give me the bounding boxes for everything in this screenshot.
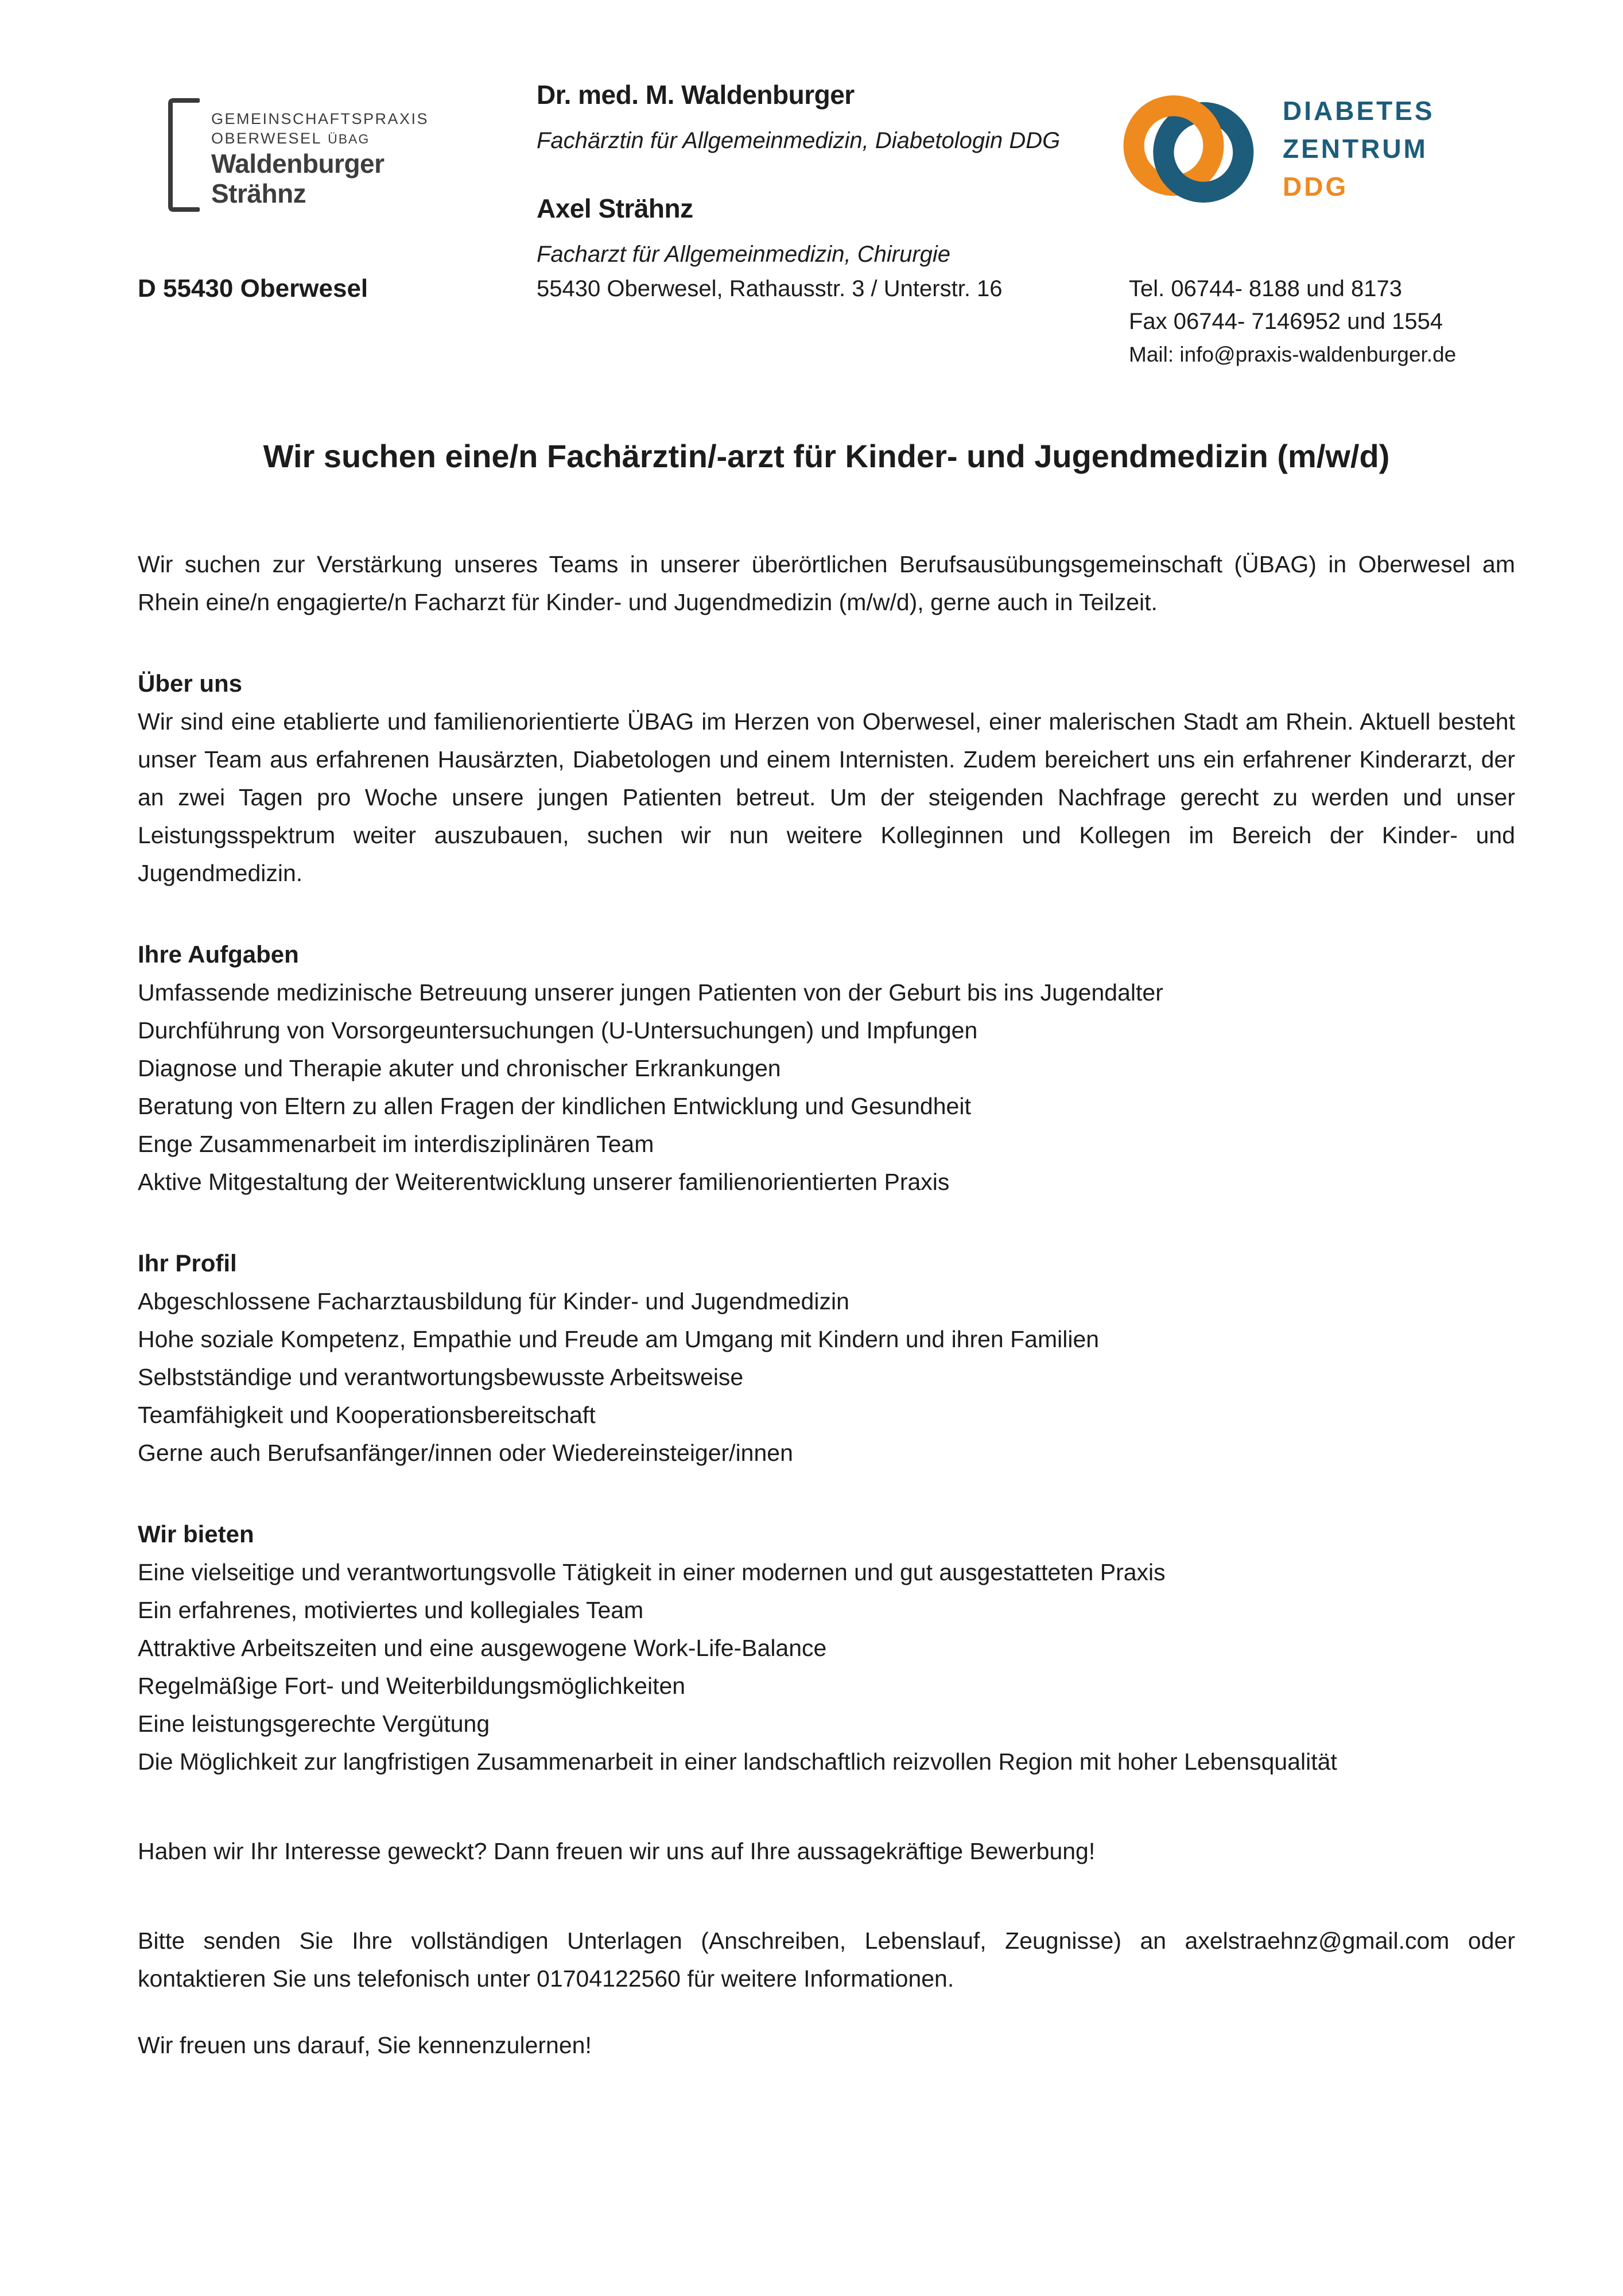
job-posting xyxy=(138,436,1515,2088)
list-item: Beratung von Eltern zu allen Fragen der kindlichen Entwicklung und Gesundheit xyxy=(138,1093,971,1119)
practice-logo-name1: Waldenburger xyxy=(211,149,385,179)
ddg-logo-line3: DDG xyxy=(1283,172,1349,201)
practice-logo-line1: GEMEINSCHAFTSPRAXIS xyxy=(211,110,429,127)
bracket-icon xyxy=(166,98,200,212)
list-item: Abgeschlossene Facharztausbildung für Kinder- und Jugendmedizin xyxy=(138,1288,849,1314)
ddg-logo-line1: DIABETES xyxy=(1283,96,1435,126)
doctor-1-title: Fachärztin für Allgemeinmedizin, Diabetologin DDG xyxy=(537,128,1061,153)
practice-logo-ubag: ÜBAG xyxy=(328,131,370,146)
list-item: Eine leistungsgerechte Vergütung xyxy=(138,1711,490,1737)
intro-paragraph: Wir suchen zur Verstärkung unseres Teams in unserer überörtlichen Berufsausübungsgemeinschaft (ÜBAG) in Oberwesel am Rhein eine/n engagierte/n Facharzt für Kinder- und Jugendmedizin (m/w/d), gerne auch in Teilzeit. xyxy=(138,551,1515,615)
practice-logo xyxy=(166,98,429,212)
list-item: Teamfähigkeit und Kooperationsbereitschaft xyxy=(138,1402,596,1428)
contact-tel: Tel. 06744- 8188 und 8173 xyxy=(1129,276,1402,301)
section-heading-offer: Wir bieten xyxy=(138,1521,254,1548)
address-street: 55430 Oberwesel, Rathausstr. 3 / Unterstr. 16 xyxy=(537,276,1003,301)
list-item: Diagnose und Therapie akuter und chronischer Erkrankungen xyxy=(138,1055,781,1081)
list-item: Enge Zusammenarbeit im interdisziplinären Team xyxy=(138,1131,654,1157)
job-title: Wir suchen eine/n Fachärztin/-arzt für Kinder- und Jugendmedizin (m/w/d) xyxy=(263,438,1390,474)
ddg-logo-line2: ZENTRUM xyxy=(1283,134,1428,164)
doctor-2-name: Axel Strähnz xyxy=(537,193,693,223)
list-item: Aktive Mitgestaltung der Weiterentwicklung unserer familienorientierten Praxis xyxy=(138,1169,950,1195)
list-item: Hohe soziale Kompetenz, Empathie und Freude am Umgang mit Kindern und ihren Familien xyxy=(138,1326,1100,1352)
contact-fax: Fax 06744- 7146952 und 1554 xyxy=(1129,309,1443,334)
list-item: Durchführung von Vorsorgeuntersuchungen (U-Untersuchungen) und Impfungen xyxy=(138,1017,978,1044)
closing-meet: Wir freuen uns darauf, Sie kennenzulernen! xyxy=(138,2032,592,2058)
doctor-2-title: Facharzt für Allgemeinmedizin, Chirurgie xyxy=(537,242,951,267)
list-item: Regelmäßige Fort- und Weiterbildungsmöglichkeiten xyxy=(138,1673,686,1699)
list-item: Selbstständige und verantwortungsbewusste Arbeitsweise xyxy=(138,1364,744,1390)
profile-list xyxy=(138,1282,1515,1472)
list-item: Die Möglichkeit zur langfristigen Zusammenarbeit in einer landschaftlich reizvollen Region mit hoher Lebensqualität xyxy=(138,1748,1337,1775)
contact-block xyxy=(1129,273,1456,371)
ddg-ring-icon xyxy=(1119,86,1254,214)
list-item: Ein erfahrenes, motiviertes und kollegiales Team xyxy=(138,1597,644,1623)
address-country-city: D 55430 Oberwesel xyxy=(138,274,368,302)
closing-application: Bitte senden Sie Ihre vollständigen Unterlagen (Anschreiben, Lebenslauf, Zeugnisse) an axelstraehnz@gmail.com oder kontaktieren Sie uns telefonisch unter 01704122560 für weitere Informationen. xyxy=(138,1927,1515,1992)
section-heading-about: Über uns xyxy=(138,670,243,697)
contact-mail: Mail: info@praxis-waldenburger.de xyxy=(1129,343,1457,366)
list-item: Eine vielseitige und verantwortungsvolle Tätigkeit in einer modernen und gut ausgestatteten Praxis xyxy=(138,1559,1166,1585)
about-paragraph: Wir sind eine etablierte und familienorientierte ÜBAG im Herzen von Oberwesel, einer malerischen Stadt am Rhein. Aktuell besteht unser Team aus erfahrenen Hausärzten, Diabetologen und einem Internisten. Zudem bereichert uns ein erfahrener Kinderarzt, der an zwei Tagen pro Woche unsere jungen Patienten betreut. Um der steigenden Nachfrage gerecht zu werden und unser Leistungsspektrum weiter auszubauen, suchen wir nun weitere Kolleginnen und Kollegen im Bereich der Kinder- und Jugendmedizin. xyxy=(138,708,1515,886)
ddg-logo-text xyxy=(1283,86,1435,205)
section-heading-tasks: Ihre Aufgaben xyxy=(138,941,299,968)
tasks-list xyxy=(138,974,1515,1201)
practice-logo-text xyxy=(211,98,429,212)
practice-logo-name2: Strähnz xyxy=(211,179,306,208)
list-item: Gerne auch Berufsanfänger/innen oder Wiedereinsteiger/innen xyxy=(138,1440,793,1466)
list-item: Attraktive Arbeitszeiten und eine ausgewogene Work-Life-Balance xyxy=(138,1635,827,1661)
practice-logo-line2: OBERWESEL ÜBAG xyxy=(211,130,370,147)
doctors-block xyxy=(537,79,1060,267)
diabetes-zentrum-logo xyxy=(1119,86,1435,214)
offer-list xyxy=(138,1553,1515,1781)
doctor-1-name: Dr. med. M. Waldenburger xyxy=(537,80,855,110)
section-heading-profile: Ihr Profil xyxy=(138,1250,237,1277)
list-item: Umfassende medizinische Betreuung unserer jungen Patienten von der Geburt bis ins Jugendalter xyxy=(138,979,1163,1006)
closing-interest: Haben wir Ihr Interesse geweckt? Dann freuen wir uns auf Ihre aussagekräftige Bewerbung! xyxy=(138,1838,1096,1864)
